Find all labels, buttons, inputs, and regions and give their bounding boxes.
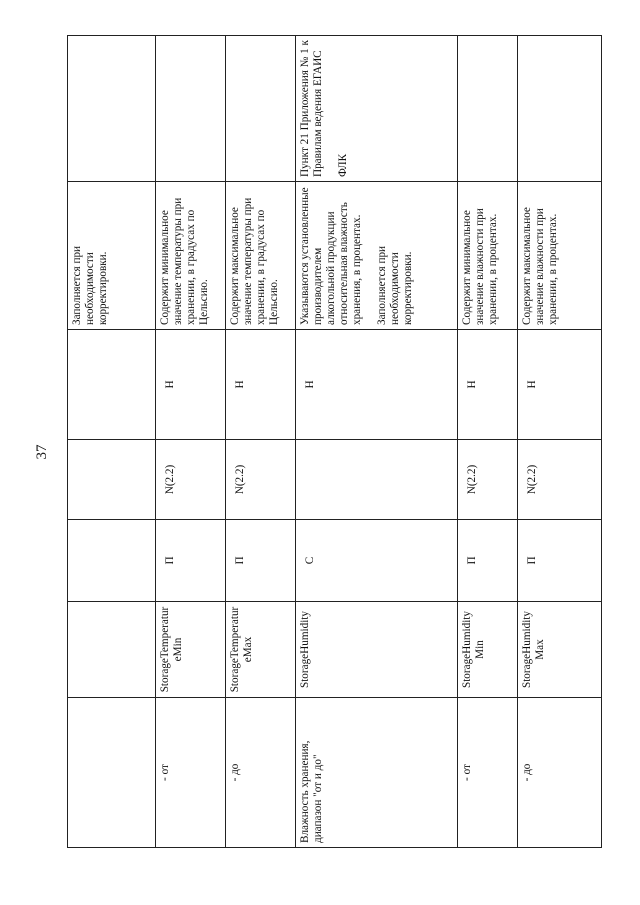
reference-cell xyxy=(156,36,226,182)
format-cell: N(2.2) xyxy=(518,440,602,520)
reference-cell xyxy=(226,36,296,182)
field-name-cell: - до xyxy=(518,698,602,848)
xml-tag-cell: StorageHumidity Max xyxy=(518,602,602,698)
description-note: Содержит минимальное значение влажности при хранении, в процентах. xyxy=(461,208,499,325)
table-row xyxy=(518,36,602,848)
required-cell: Н xyxy=(226,330,296,440)
description-note: Заполняется при необходимости корректировки. xyxy=(376,245,414,325)
reference-cell xyxy=(458,36,518,182)
field-name-cell xyxy=(68,698,156,848)
description-note: Указываются установленные производителем алкогольной продукции относительная влажность хранения, в процентах. xyxy=(299,187,363,325)
description-note: Содержит минимальное значение температуры при хранении, в градусах по Цельсию. xyxy=(159,197,210,325)
type-cell: С xyxy=(296,520,458,602)
description-cell xyxy=(458,182,518,330)
reference-cell xyxy=(296,36,458,182)
required-cell: Н xyxy=(458,330,518,440)
xml-tag-cell: StorageTemperatureMax xyxy=(226,602,296,698)
type-cell: П xyxy=(518,520,602,602)
table-row xyxy=(458,36,518,848)
description-cell xyxy=(156,182,226,330)
page-number: 37 xyxy=(34,444,50,460)
reference-cell xyxy=(518,36,602,182)
type-cell: П xyxy=(156,520,226,602)
description-note: Содержит максимальное значение влажности при хранении, в процентах. xyxy=(521,207,559,325)
table-row xyxy=(226,36,296,848)
reference-text: ФЛК xyxy=(337,153,349,177)
xml-tag-cell: StorageHumidity xyxy=(296,602,458,698)
type-cell xyxy=(68,520,156,602)
required-cell: Н xyxy=(518,330,602,440)
required-cell xyxy=(68,330,156,440)
field-name-cell: - от xyxy=(156,698,226,848)
xml-tag-cell xyxy=(68,602,156,698)
description-note: Содержит максимальное значение температуры при хранении, в градусах по Цельсию. xyxy=(229,197,280,325)
description-cell xyxy=(518,182,602,330)
description-cell xyxy=(296,182,458,330)
format-cell: N(2.2) xyxy=(458,440,518,520)
description-cell xyxy=(226,182,296,330)
required-cell: Н xyxy=(296,330,458,440)
format-cell: N(2.2) xyxy=(156,440,226,520)
description-note: Заполняется при необходимости корректировки. xyxy=(71,245,109,325)
field-name-cell: - от xyxy=(458,698,518,848)
field-name-cell: Влажность хранения, диапазон "от и до" xyxy=(296,698,458,848)
rotated-table-wrapper xyxy=(67,36,601,848)
xml-tag-cell: StorageTemperatureMin xyxy=(156,602,226,698)
required-cell: Н xyxy=(156,330,226,440)
requirements-table xyxy=(67,35,602,848)
field-name-cell: - до xyxy=(226,698,296,848)
table-row xyxy=(296,36,458,848)
format-cell xyxy=(68,440,156,520)
reference-text: Пункт 21 Приложения № 1 к Правилам ведения ЕГАИС xyxy=(299,40,324,177)
description-cell xyxy=(68,182,156,330)
xml-tag-cell: StorageHumidity Min xyxy=(458,602,518,698)
type-cell: П xyxy=(458,520,518,602)
table-row xyxy=(68,36,156,848)
format-cell: N(2.2) xyxy=(226,440,296,520)
format-cell xyxy=(296,440,458,520)
reference-cell xyxy=(68,36,156,182)
table-row xyxy=(156,36,226,848)
type-cell: П xyxy=(226,520,296,602)
